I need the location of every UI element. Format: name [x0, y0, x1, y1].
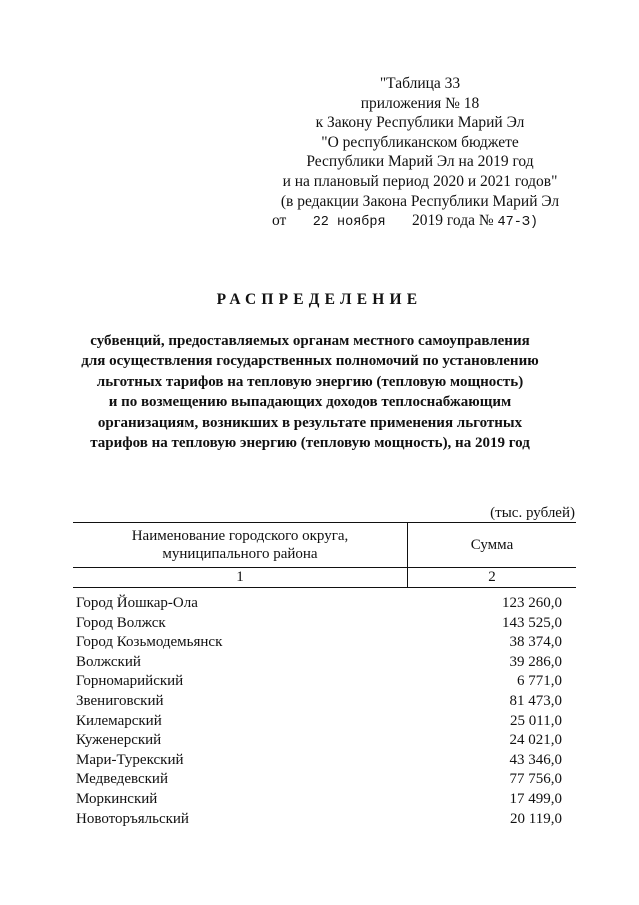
table-row	[73, 614, 576, 634]
header-line: (в редакции Закона Республики Марий Эл	[280, 192, 560, 210]
header-line: и на плановый период 2020 и 2021 годов"	[282, 172, 558, 190]
subtitle-line: льготных тарифов на тепловую энергию (тепловую мощность)	[96, 373, 524, 390]
district-name: Город Козьмодемьянск	[76, 634, 223, 651]
appendix-header	[250, 74, 590, 233]
table-row	[73, 633, 576, 653]
district-name: Моркинский	[76, 790, 158, 807]
subtitle-line: организациям, возникших в результате применения льготных	[97, 414, 523, 431]
units-label: (тыс. рублей)	[490, 505, 575, 521]
subsidy-amount: 17 499,0	[509, 790, 562, 807]
header-line: "Таблица 33	[379, 75, 461, 92]
document-subtitle	[40, 331, 580, 453]
table-row	[73, 692, 576, 712]
subsidy-amount: 77 756,0	[509, 771, 562, 788]
header-line: Республики Марий Эл на 2019 год	[306, 153, 534, 171]
district-name: Горномарийский	[76, 673, 184, 690]
table-row	[73, 770, 576, 790]
district-name: Мари-Турекский	[76, 751, 184, 768]
subsidy-amount: 43 346,0	[509, 751, 562, 768]
district-name: Город Йошкар-Ола	[76, 595, 198, 611]
subtitle-line: тарифов на тепловую энергию (тепловую мощность), на 2019 год	[90, 435, 530, 452]
subsidy-amount: 6 771,0	[517, 673, 562, 690]
table-row	[73, 751, 576, 771]
year-text: 2019 года №	[412, 212, 494, 230]
law-number: 47-З)	[497, 215, 539, 231]
subsidy-amount: 81 473,0	[509, 692, 562, 709]
district-name: Волжский	[76, 653, 141, 670]
document-title: РАСПРЕДЕЛЕНИЕ	[216, 291, 423, 308]
subsidy-amount: 38 374,0	[509, 634, 562, 651]
table-row	[73, 672, 576, 692]
date-prefix: от	[271, 212, 287, 230]
column-number-2: 2	[408, 568, 577, 588]
subsidy-amount: 24 021,0	[509, 732, 562, 749]
column-header-sum: Сумма	[408, 523, 577, 568]
column-header-line: Наименование городского округа,	[131, 528, 349, 544]
law-date: 22 ноября	[312, 215, 386, 231]
table-row	[73, 810, 576, 830]
subsidy-amount: 39 286,0	[509, 653, 562, 670]
district-name: Килемарский	[76, 712, 162, 729]
header-line: "О республиканском бюджете	[321, 133, 519, 151]
subtitle-line: субвенций, предоставляемых органам местного самоуправления	[90, 333, 530, 349]
district-name: Медведевский	[76, 771, 168, 788]
subtitle-line: для осуществления государственных полномочий по установлению	[81, 353, 539, 370]
subsidy-amount: 143 525,0	[502, 614, 562, 631]
table-header	[73, 522, 576, 588]
subsidy-amount: 20 119,0	[510, 810, 562, 827]
column-header-name	[73, 523, 408, 568]
column-header-line: муниципального района	[162, 546, 318, 562]
header-line: к Закону Республики Марий Эл	[315, 114, 525, 132]
header-date-line	[250, 211, 590, 233]
table-row	[73, 712, 576, 732]
subsidy-amount: 25 011,0	[510, 712, 562, 729]
district-name: Куженерский	[76, 732, 162, 749]
district-name: Новоторъяльский	[76, 810, 189, 827]
subsidy-amount: 123 260,0	[502, 595, 562, 611]
subtitle-line: и по возмещению выпадающих доходов теплоснабжающим	[108, 394, 512, 411]
header-line: приложения № 18	[360, 94, 480, 112]
table-row	[73, 731, 576, 751]
table-row	[73, 653, 576, 673]
district-name: Город Волжск	[76, 614, 166, 631]
table-row	[73, 790, 576, 810]
column-number-1: 1	[73, 568, 408, 588]
table-row	[73, 594, 576, 614]
data-table	[73, 594, 576, 829]
district-name: Звениговский	[76, 692, 164, 709]
